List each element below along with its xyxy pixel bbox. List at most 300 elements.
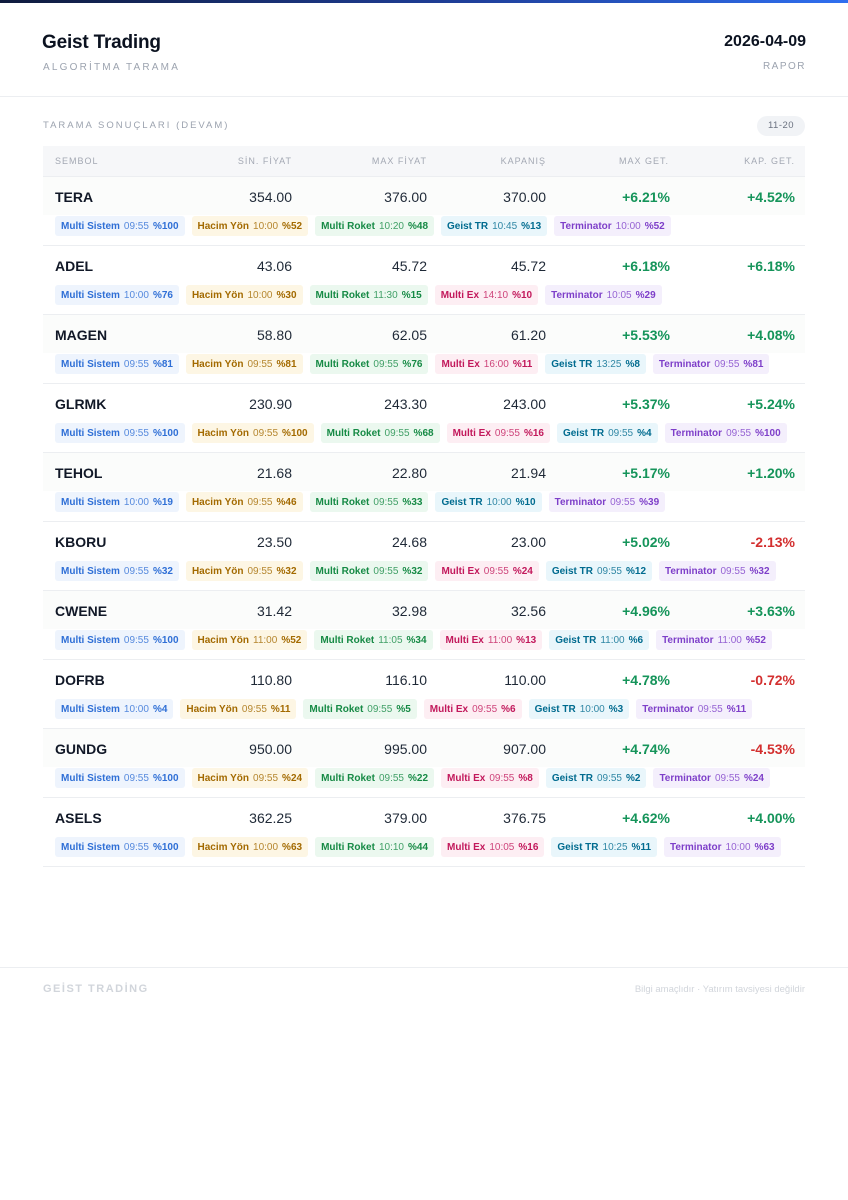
row-signal-price: 110.80 — [250, 672, 292, 688]
tag-time: 09:55 — [123, 772, 149, 784]
tag-time: 10:00 — [253, 220, 279, 232]
tag-name: Terminator — [670, 841, 722, 853]
report-label: RAPOR — [762, 61, 806, 72]
signal-tag — [55, 837, 185, 857]
row-max-price: 45.72 — [391, 258, 427, 274]
tag-time: 10:00 — [486, 496, 512, 508]
tag-percent: %100 — [152, 772, 179, 784]
row-close-gain: +4.08% — [747, 327, 795, 343]
row-close-price: 907.00 — [503, 741, 546, 757]
tag-time: 09:55 — [472, 703, 498, 715]
tag-percent: %4 — [152, 703, 168, 715]
tag-percent: %3 — [608, 703, 624, 715]
signal-tags — [43, 560, 805, 590]
tag-percent: %10 — [515, 496, 536, 508]
signal-tag — [545, 354, 646, 374]
tag-percent: %11 — [270, 703, 291, 715]
row-symbol: GUNDG — [55, 741, 108, 757]
tag-time: 09:55 — [596, 772, 622, 784]
tag-time: 09:55 — [714, 358, 740, 370]
tag-percent: %34 — [406, 634, 427, 646]
tag-time: 11:30 — [373, 289, 398, 301]
row-max-gain: +5.17% — [622, 465, 670, 481]
signal-tag — [192, 768, 309, 788]
signal-tag — [441, 216, 547, 236]
tag-percent: %81 — [743, 358, 764, 370]
results-table — [43, 146, 805, 867]
signal-tag — [549, 492, 666, 512]
tag-time: 14:10 — [483, 289, 509, 301]
row-max-price: 22.80 — [391, 465, 427, 481]
signal-tag — [55, 216, 185, 236]
tag-name: Geist TR — [534, 703, 576, 715]
signal-tag — [447, 423, 550, 443]
tag-percent: %10 — [512, 289, 533, 301]
signal-tag — [192, 216, 309, 236]
row-signal-price: 362.25 — [249, 810, 292, 826]
tag-time: 09:55 — [608, 427, 634, 439]
tag-name: Geist TR — [555, 634, 597, 646]
signal-tag — [310, 354, 429, 374]
row-signal-price: 950.00 — [249, 741, 292, 757]
signal-tag — [310, 561, 429, 581]
tag-name: Terminator — [560, 220, 612, 232]
signal-tags — [43, 353, 805, 383]
tag-time: 10:00 — [253, 841, 279, 853]
signal-tag — [557, 423, 658, 443]
top-accent-bar — [0, 0, 848, 3]
tag-percent: %68 — [413, 427, 434, 439]
row-signal-price: 43.06 — [256, 258, 292, 274]
tag-time: 09:55 — [367, 703, 393, 715]
tag-name: Geist TR — [551, 565, 593, 577]
tag-time: 10:05 — [489, 841, 515, 853]
row-max-gain: +4.96% — [622, 603, 670, 619]
row-values — [43, 453, 805, 491]
tag-name: Multi Sistem — [61, 358, 120, 370]
signal-tags — [43, 836, 805, 866]
row-symbol: KBORU — [55, 534, 107, 550]
row-close-price: 23.00 — [510, 534, 546, 550]
tag-name: Hacim Yön — [186, 703, 238, 715]
tag-name: Geist TR — [557, 841, 599, 853]
table-row — [43, 384, 805, 453]
signal-tags — [43, 284, 805, 314]
tag-name: Geist TR — [447, 220, 489, 232]
row-max-gain: +5.53% — [622, 327, 670, 343]
tag-time: 11:00 — [487, 634, 513, 646]
tag-name: Multi Roket — [315, 358, 370, 370]
tag-time: 09:55 — [123, 427, 149, 439]
table-row — [43, 729, 805, 798]
range-badge: 11-20 — [757, 116, 805, 136]
row-symbol: TERA — [55, 189, 94, 205]
tag-time: 09:55 — [483, 565, 509, 577]
tag-percent: %24 — [282, 772, 303, 784]
tag-percent: %32 — [276, 565, 297, 577]
row-max-gain: +6.21% — [622, 189, 670, 205]
tag-name: Hacim Yön — [197, 427, 250, 439]
signal-tag — [441, 837, 544, 857]
row-max-gain: +5.37% — [622, 396, 670, 412]
tag-name: Multi Sistem — [61, 565, 120, 577]
signal-tag — [546, 768, 647, 788]
tag-name: Multi Ex — [429, 703, 469, 715]
signal-tag — [315, 216, 434, 236]
section-title: TARAMA SONUÇLARI (DEVAM) — [43, 120, 230, 131]
tag-percent: %81 — [152, 358, 173, 370]
signal-tag — [665, 423, 787, 443]
signal-tag — [315, 768, 434, 788]
table-header — [43, 146, 805, 177]
row-max-gain: +4.78% — [622, 672, 670, 688]
tag-name: Multi Roket — [321, 841, 375, 853]
row-signal-price: 21.68 — [256, 465, 292, 481]
tag-percent: %16 — [523, 427, 544, 439]
signal-tag — [55, 630, 185, 650]
row-symbol: MAGEN — [55, 327, 108, 343]
signal-tag — [55, 561, 179, 581]
signal-tag — [192, 630, 308, 650]
row-close-price: 45.72 — [510, 258, 546, 274]
row-close-gain: -4.53% — [750, 741, 795, 757]
signal-tag — [55, 423, 185, 443]
tag-percent: %100 — [152, 220, 179, 232]
tag-percent: %22 — [407, 772, 428, 784]
signal-tag — [186, 561, 303, 581]
signal-tag — [435, 561, 538, 581]
tag-time: 09:55 — [247, 496, 273, 508]
row-close-price: 61.20 — [510, 327, 546, 343]
tag-time: 09:55 — [373, 565, 399, 577]
signal-tag — [186, 285, 303, 305]
signal-tag — [321, 423, 440, 443]
tag-name: Terminator — [554, 496, 607, 508]
row-close-gain: -2.13% — [750, 534, 795, 550]
tag-name: Multi Sistem — [61, 634, 120, 646]
signal-tag — [545, 285, 662, 305]
tag-name: Multi Ex — [441, 358, 480, 370]
tag-name: Multi Roket — [309, 703, 364, 715]
tag-name: Multi Sistem — [61, 496, 120, 508]
row-max-price: 24.68 — [391, 534, 427, 550]
tag-percent: %29 — [635, 289, 656, 301]
signal-tag — [551, 837, 657, 857]
tag-time: 09:55 — [123, 565, 149, 577]
tag-percent: %33 — [402, 496, 423, 508]
header-divider — [0, 96, 848, 97]
col-close-gain: KAP. GET. — [744, 156, 795, 166]
brand-subtitle: ALGORİTMA TARAMA — [43, 62, 181, 73]
tag-percent: %32 — [152, 565, 173, 577]
tag-time: 09:55 — [253, 427, 279, 439]
tag-percent: %13 — [521, 220, 542, 232]
tag-percent: %8 — [625, 358, 640, 370]
tag-percent: %8 — [518, 772, 533, 784]
tag-time: 16:00 — [483, 358, 509, 370]
row-values — [43, 522, 805, 560]
tag-name: Multi Roket — [315, 289, 370, 301]
signal-tag — [310, 285, 428, 305]
row-close-price: 370.00 — [503, 189, 546, 205]
tag-name: Terminator — [658, 358, 711, 370]
col-signal-price: SİN. FİYAT — [237, 156, 292, 166]
tag-name: Multi Roket — [315, 496, 370, 508]
tag-name: Hacim Yön — [197, 634, 250, 646]
signal-tag — [656, 630, 772, 650]
tag-percent: %6 — [501, 703, 516, 715]
signal-tags — [43, 629, 805, 659]
tag-time: 09:55 — [378, 772, 404, 784]
signal-tag — [435, 354, 538, 374]
tag-percent: %76 — [402, 358, 423, 370]
tag-time: 09:55 — [596, 565, 622, 577]
tag-percent: %4 — [637, 427, 652, 439]
signal-tag — [55, 285, 179, 305]
signal-tag — [424, 699, 522, 719]
tag-time: 10:25 — [602, 841, 628, 853]
row-close-gain: +4.52% — [747, 189, 795, 205]
signal-tag — [549, 630, 649, 650]
tag-time: 11:00 — [253, 634, 278, 646]
tag-percent: %63 — [754, 841, 775, 853]
tag-time: 09:55 — [489, 772, 515, 784]
tag-time: 09:55 — [714, 772, 740, 784]
signal-tag — [192, 837, 309, 857]
tag-time: 09:55 — [123, 358, 149, 370]
report-date: 2026-04-09 — [724, 33, 806, 50]
row-signal-price: 31.42 — [256, 603, 292, 619]
row-max-gain: +6.18% — [622, 258, 670, 274]
tag-percent: %44 — [407, 841, 428, 853]
tag-time: 09:55 — [123, 220, 149, 232]
table-row — [43, 660, 805, 729]
row-symbol: DOFRB — [55, 672, 105, 688]
row-symbol: TEHOL — [55, 465, 103, 481]
tag-time: 10:00 — [123, 289, 149, 301]
tag-percent: %52 — [281, 634, 302, 646]
table-row — [43, 246, 805, 315]
tag-name: Terminator — [670, 427, 723, 439]
tag-percent: %11 — [631, 841, 652, 853]
signal-tag — [554, 216, 671, 236]
tag-name: Multi Sistem — [61, 703, 120, 715]
signal-tags — [43, 215, 805, 245]
tag-percent: %52 — [644, 220, 665, 232]
row-max-price: 995.00 — [384, 741, 427, 757]
tag-time: 10:00 — [725, 841, 751, 853]
tag-name: Multi Sistem — [61, 427, 120, 439]
tag-percent: %24 — [743, 772, 764, 784]
tag-name: Multi Ex — [447, 772, 486, 784]
tag-time: 09:55 — [253, 772, 279, 784]
tag-percent: %30 — [276, 289, 297, 301]
tag-name: Multi Roket — [320, 634, 375, 646]
row-symbol: CWENE — [55, 603, 108, 619]
table-row — [43, 591, 805, 660]
tag-percent: %52 — [745, 634, 766, 646]
row-values — [43, 315, 805, 353]
tag-name: Multi Ex — [445, 634, 484, 646]
tag-name: Hacim Yön — [191, 289, 244, 301]
tag-name: Terminator — [662, 634, 714, 646]
tag-percent: %11 — [726, 703, 747, 715]
row-close-gain: +4.00% — [747, 810, 795, 826]
tag-time: 11:00 — [717, 634, 742, 646]
tag-percent: %12 — [625, 565, 646, 577]
row-symbol: GLRMK — [55, 396, 107, 412]
signal-tag — [653, 354, 770, 374]
tag-time: 09:55 — [373, 358, 399, 370]
signal-tag — [303, 699, 416, 719]
tag-time: 10:10 — [378, 841, 404, 853]
signal-tag — [435, 285, 538, 305]
tag-name: Multi Sistem — [61, 772, 120, 784]
tag-time: 09:55 — [720, 565, 746, 577]
tag-percent: %32 — [402, 565, 423, 577]
col-close: KAPANIŞ — [500, 156, 546, 166]
tag-time: 10:00 — [615, 220, 641, 232]
tag-time: 11:05 — [378, 634, 403, 646]
table-body — [43, 177, 805, 867]
tag-name: Multi Sistem — [61, 289, 120, 301]
tag-percent: %2 — [625, 772, 641, 784]
row-values — [43, 246, 805, 284]
signal-tag — [180, 699, 296, 719]
signal-tag — [636, 699, 752, 719]
row-close-price: 21.94 — [510, 465, 546, 481]
tag-time: 10:00 — [247, 289, 273, 301]
table-row — [43, 798, 805, 867]
row-max-price: 32.98 — [391, 603, 427, 619]
tag-percent: %19 — [152, 496, 173, 508]
tag-percent: %5 — [396, 703, 411, 715]
signal-tag — [529, 699, 630, 719]
tag-name: Multi Roket — [315, 565, 370, 577]
row-close-price: 32.56 — [510, 603, 546, 619]
row-values — [43, 591, 805, 629]
tag-percent: %100 — [282, 427, 308, 439]
tag-percent: %16 — [518, 841, 539, 853]
row-symbol: ASELS — [55, 810, 102, 826]
row-signal-price: 354.00 — [249, 189, 292, 205]
row-close-gain: +1.20% — [747, 465, 795, 481]
tag-percent: %46 — [276, 496, 297, 508]
tag-percent: %52 — [282, 220, 303, 232]
brand-title: Geist Trading — [42, 32, 161, 53]
tag-name: Multi Ex — [452, 427, 491, 439]
tag-time: 09:55 — [384, 427, 410, 439]
tag-percent: %32 — [749, 565, 770, 577]
col-max-price: MAX FİYAT — [371, 156, 427, 166]
tag-name: Geist TR — [562, 427, 605, 439]
table-row — [43, 315, 805, 384]
tag-time: 11:00 — [600, 634, 625, 646]
tag-time: 09:55 — [494, 427, 520, 439]
tag-name: Multi Ex — [441, 565, 480, 577]
row-values — [43, 177, 805, 215]
row-values — [43, 660, 805, 698]
row-max-gain: +4.74% — [622, 741, 670, 757]
tag-time: 09:55 — [123, 841, 149, 853]
row-close-gain: +6.18% — [747, 258, 795, 274]
signal-tag — [315, 837, 434, 857]
tag-name: Multi Sistem — [61, 841, 120, 853]
tag-percent: %13 — [516, 634, 537, 646]
row-max-price: 379.00 — [384, 810, 427, 826]
footer-brand: GEİST TRADİNG — [43, 983, 149, 995]
table-row — [43, 522, 805, 591]
col-symbol: SEMBOL — [55, 156, 99, 166]
row-close-gain: +3.63% — [747, 603, 795, 619]
row-values — [43, 729, 805, 767]
row-values — [43, 798, 805, 836]
row-max-price: 116.10 — [385, 672, 427, 688]
tag-name: Multi Ex — [447, 841, 486, 853]
tag-time: 09:55 — [123, 634, 149, 646]
footer-divider — [0, 967, 848, 968]
tag-percent: %100 — [152, 634, 179, 646]
tag-time: 10:45 — [492, 220, 518, 232]
row-signal-price: 23.50 — [256, 534, 292, 550]
row-max-gain: +5.02% — [622, 534, 670, 550]
row-max-price: 243.30 — [384, 396, 427, 412]
tag-percent: %6 — [628, 634, 644, 646]
row-close-gain: +5.24% — [747, 396, 795, 412]
signal-tags — [43, 422, 805, 452]
row-max-gain: +4.62% — [622, 810, 670, 826]
tag-name: Geist TR — [551, 772, 593, 784]
tag-percent: %81 — [276, 358, 297, 370]
row-max-price: 62.05 — [391, 327, 427, 343]
tag-name: Hacim Yön — [191, 565, 244, 577]
tag-name: Multi Ex — [440, 289, 480, 301]
row-values — [43, 384, 805, 422]
signal-tags — [43, 767, 805, 797]
signal-tag — [186, 354, 303, 374]
tag-name: Terminator — [659, 772, 711, 784]
signal-tag — [546, 561, 652, 581]
tag-time: 09:55 — [373, 496, 399, 508]
signal-tags — [43, 698, 805, 728]
tag-percent: %100 — [152, 841, 179, 853]
tag-name: Multi Roket — [326, 427, 381, 439]
tag-name: Hacim Yön — [197, 841, 250, 853]
signal-tag — [435, 492, 541, 512]
signal-tag — [310, 492, 429, 512]
tag-time: 10:20 — [378, 220, 404, 232]
tag-name: Geist TR — [441, 496, 483, 508]
tag-percent: %76 — [152, 289, 173, 301]
tag-name: Geist TR — [551, 358, 593, 370]
tag-time: 10:00 — [579, 703, 605, 715]
row-close-price: 376.75 — [503, 810, 546, 826]
tag-name: Multi Roket — [321, 772, 375, 784]
tag-percent: %63 — [282, 841, 303, 853]
tag-percent: %100 — [755, 427, 781, 439]
row-signal-price: 230.90 — [249, 396, 292, 412]
tag-time: 10:00 — [123, 496, 149, 508]
tag-percent: %11 — [512, 358, 533, 370]
tag-time: 10:00 — [123, 703, 149, 715]
tag-time: 09:55 — [247, 358, 273, 370]
row-signal-price: 58.80 — [256, 327, 292, 343]
signal-tag — [55, 699, 173, 719]
tag-time: 13:25 — [596, 358, 622, 370]
row-max-price: 376.00 — [384, 189, 427, 205]
signal-tag — [55, 354, 179, 374]
tag-time: 09:55 — [241, 703, 267, 715]
